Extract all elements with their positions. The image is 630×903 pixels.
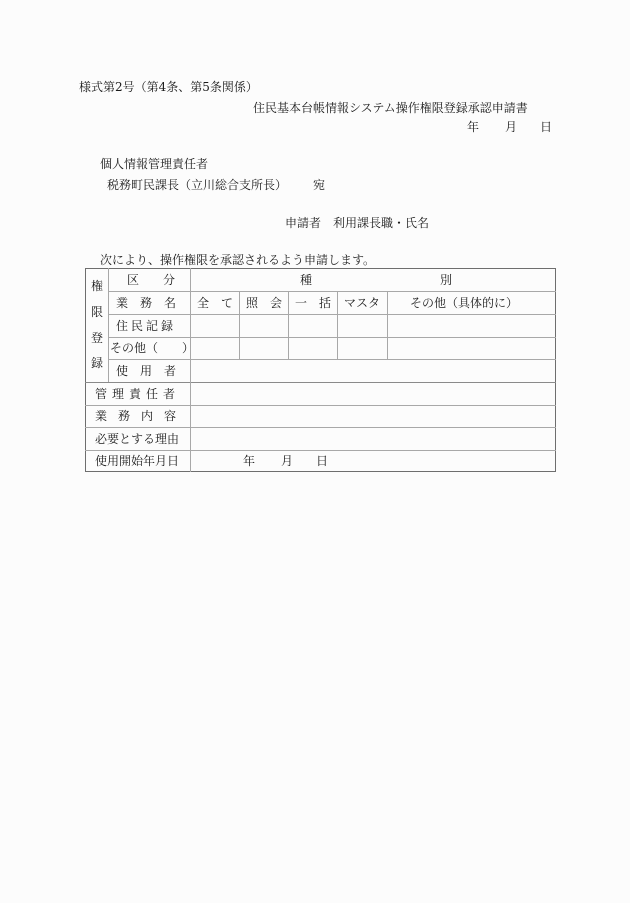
resident-records-label: 住民記録 — [116, 319, 177, 333]
group-label-char: 限 — [91, 305, 104, 319]
group-label-char: 録 — [91, 356, 104, 370]
date-day-label: 日 — [540, 120, 553, 134]
other-master-cell[interactable] — [338, 338, 386, 358]
resident-records-master-cell[interactable] — [338, 315, 386, 336]
start-date-month: 月 — [281, 454, 294, 468]
category-header: 区 分 — [127, 273, 176, 287]
col-header-batch: 一 括 — [295, 296, 332, 310]
intro-text: 次により、操作権限を承認されるよう申請します。 — [100, 253, 376, 267]
addressee-title: 個人情報管理責任者 — [100, 157, 209, 171]
col-header-all: 全 て — [197, 296, 234, 310]
col-header-master: マスタ — [344, 296, 381, 310]
start-date-day: 日 — [316, 454, 329, 468]
group-label-char: 登 — [91, 331, 104, 345]
group-label-char: 権 — [91, 279, 104, 293]
start-date-year: 年 — [243, 454, 256, 468]
reason-value-cell[interactable] — [191, 428, 555, 449]
business-name-label: 業 務 名 — [116, 296, 177, 310]
row-divider — [85, 450, 556, 451]
addressee-name: 税務町民課長（立川総合支所長） — [107, 178, 288, 192]
user-label: 使 用 者 — [116, 364, 177, 378]
other-other-cell[interactable] — [388, 338, 555, 358]
applicant-label: 申請者 利用課長職・氏名 — [285, 216, 430, 230]
type-header-left: 種 — [300, 273, 313, 287]
business-content-value-cell[interactable] — [191, 406, 555, 426]
manager-value-cell[interactable] — [191, 383, 555, 404]
col-header-inquiry: 照 会 — [246, 296, 283, 310]
user-value-cell[interactable] — [191, 360, 555, 381]
resident-records-batch-cell[interactable] — [289, 315, 336, 336]
manager-label: 管理責任者 — [95, 387, 181, 401]
addressee-suffix: 宛 — [313, 178, 326, 192]
date-year-label: 年 — [467, 120, 480, 134]
col-header-other: その他（具体的に） — [410, 296, 519, 310]
business-content-label: 業務内容 — [95, 409, 188, 423]
form-number: 様式第2号（第4条、第5条関係） — [79, 80, 258, 94]
document-title: 住民基本台帳情報システム操作権限登録承認申請書 — [253, 101, 528, 115]
col-divider — [108, 268, 109, 382]
type-header-right: 別 — [440, 273, 453, 287]
date-month-label: 月 — [505, 120, 518, 134]
other-batch-cell[interactable] — [289, 338, 336, 358]
other-inquiry-cell[interactable] — [240, 338, 287, 358]
row-divider — [108, 291, 556, 292]
resident-records-all-cell[interactable] — [191, 315, 238, 336]
resident-records-inquiry-cell[interactable] — [240, 315, 287, 336]
start-date-label: 使用開始年月日 — [95, 454, 180, 468]
reason-label: 必要とする理由 — [95, 432, 180, 446]
other-label: その他（ ） — [110, 341, 195, 355]
resident-records-other-cell[interactable] — [388, 315, 555, 336]
other-all-cell[interactable] — [191, 338, 238, 358]
